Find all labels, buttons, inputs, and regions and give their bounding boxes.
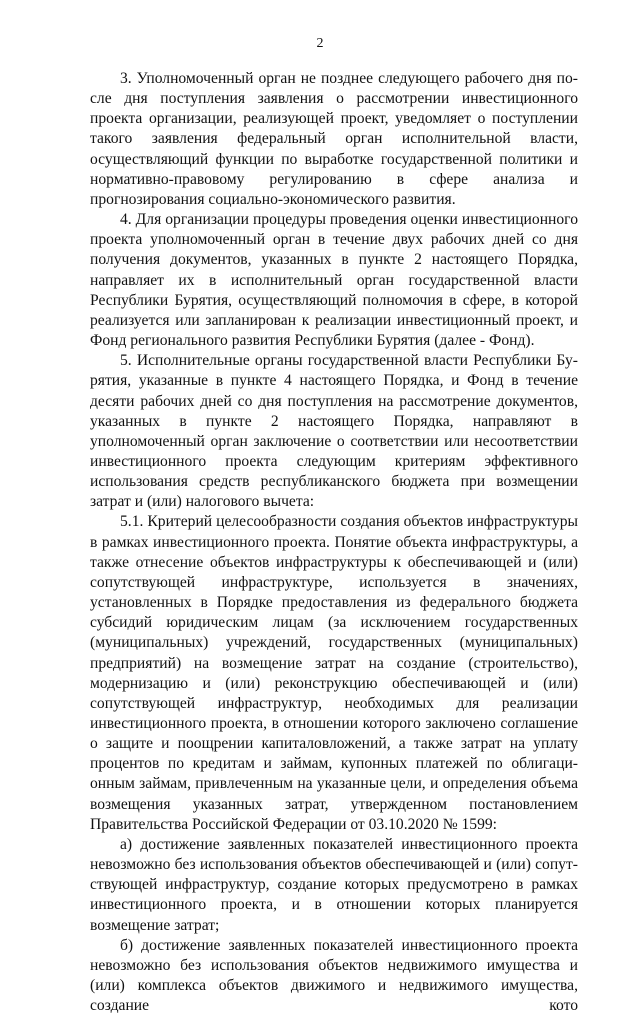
paragraph-5: 5. Исполнительные органы государственной власти Республики Бурятия, указанные в пункте 4 настоящего Порядка, и Фонд в течение десяти рабочих дней со дня поступления на рассмотрение документов, указанных в пункте 2 настоящего Порядка, направляют в уполномоченный орган заключение о соответствии или несоответствии инвестиционного проекта следующим критериям эффективного использования средств республиканского бюджета при возмещении затрат и (или) налогового вычета: [90, 352, 578, 511]
page-number: 2 [316, 36, 324, 51]
list-item-a: а) достижение заявленных показателей инвестиционного проекта невозможно без использования объектов обеспечивающей и (или) сопутствующей инфраструктур, создание которых предусмотрено в рамках инвестиционного проекта, и в отношении которых планируется возмещение затрат; [90, 835, 578, 934]
paragraph-5-1: 5.1. Критерий целесообразности создания объектов инфраструктуры в рамках инвестиционного проекта. Понятие объекта инфраструктуры, а также отнесение объектов инфраструктуры к обеспечивающей и (или) сопутствующей инфраструктуре, используется в значениях, установленных в Порядке предоставления из федерального бюджета субсидий юридическим лицам (за исключением государственных (муниципальных) учреждений, государственных (муниципальных) предприятий) на возмещение затрат на создание (строительство), модернизацию и (или) реконструкцию обеспечивающей и (или) сопутствующей инфраструктур, необходимых для реализации инвестиционного проекта, в отношении которого заключено соглашение о защите и поощрении капиталовложений, а также затрат на уплату процентов по кредитам и займам, купонных платежей по облигационным займам, привлеченным на указанные цели, и определения объема возмещения указанных затрат, утвержденном постановлением Правительства Российской Федерации от 03.10.2020 № 1599: [90, 513, 578, 833]
paragraph-3: 3. Уполномоченный орган не позднее следующего рабочего дня после дня поступления заявления о рассмотрении инвестиционного проекта организации, реализующей проект, уведомляет о поступлении такого заявления федеральный орган исполнительной власти, осуществляющий функции по выработке государственной политики и нормативно-правовому регулированию в сфере анализа и прогнозирования социально-экономического развития. [90, 70, 578, 208]
list-item-b: б) достижение заявленных показателей инвестиционного проекта невозможно без использования объектов недвижимого имущества и (или) комплекса объектов движимого и недвижимого имущества, создание кото [90, 936, 578, 1015]
paragraph-4: 4. Для организации процедуры проведения оценки инвестиционного проекта уполномоченный орган в течение двух рабочих дней со дня получения документов, указанных в пункте 2 настоящего Порядка, направляет их в исполнительный орган государственной власти Республики Бурятия, осуществляющий полномочия в сфере, в которой реализуется или запланирован к реализации инвестиционный проект, и Фонд регионального развития Республики Бурятия (далее - Фонд). [90, 211, 578, 350]
document-body [90, 69, 578, 1016]
